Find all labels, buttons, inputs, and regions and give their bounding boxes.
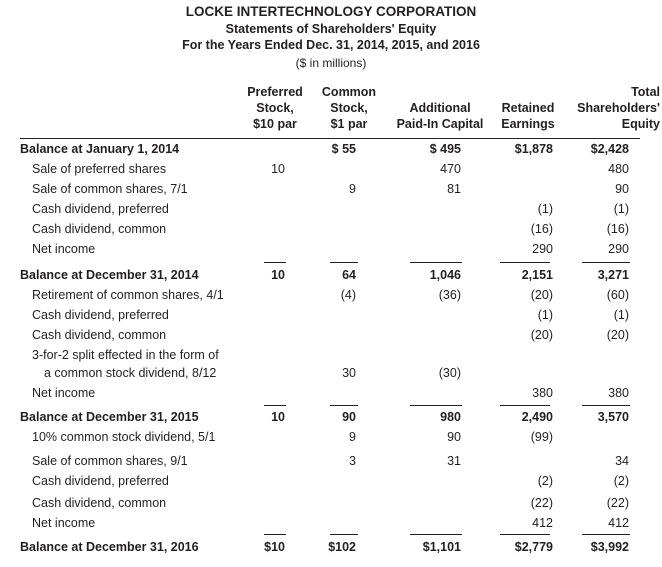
subtotal-underline <box>410 534 462 535</box>
cell-tot: (16) <box>606 222 629 236</box>
cell-apic: 90 <box>447 430 461 444</box>
subtotal-underline <box>264 405 286 406</box>
row-label: Cash dividend, preferred <box>32 308 169 322</box>
cell-pref: $10 <box>264 540 285 554</box>
cell-tot: 380 <box>608 386 629 400</box>
cell-com: 90 <box>342 410 356 424</box>
table-row <box>0 454 662 474</box>
cell-apic: (30) <box>438 366 461 380</box>
subtotal-underline <box>500 262 550 263</box>
row-label: Net income <box>32 242 96 256</box>
col-header-preferred-stock: Preferred Stock, $10 par <box>247 85 303 131</box>
table-row <box>0 202 662 222</box>
cell-tot: 480 <box>608 162 629 176</box>
subtotal-underline <box>330 534 358 535</box>
col-header-additional-paid-in-capital: Additional Paid-In Capital <box>396 101 484 131</box>
table-row <box>0 430 662 450</box>
cell-apic: 1,046 <box>429 268 461 282</box>
cell-tot: (60) <box>606 288 629 302</box>
table-row <box>0 162 662 182</box>
statement-period: For the Years Ended Dec. 31, 2014, 2015, and 2016 <box>182 38 480 52</box>
table-row <box>0 386 662 406</box>
cell-tot: $2,428 <box>590 142 629 156</box>
row-label: Cash dividend, common <box>32 496 167 510</box>
col-header-total-shareholders-equity: Total Shareholders' Equity <box>577 85 660 131</box>
table-row <box>0 366 662 386</box>
cell-re: (1) <box>537 202 553 216</box>
statement-units: ($ in millions) <box>295 56 367 70</box>
row-label: Cash dividend, preferred <box>32 202 169 216</box>
cell-tot: 3,570 <box>597 410 629 424</box>
cell-re: (1) <box>537 308 553 322</box>
table-row <box>0 182 662 202</box>
row-label: 3-for-2 split effected in the form of <box>32 348 219 362</box>
cell-com: 9 <box>349 182 356 196</box>
balance-row <box>0 268 662 288</box>
row-label: Net income <box>32 516 96 530</box>
row-label: Sale of common shares, 7/1 <box>32 182 188 196</box>
cell-tot: 290 <box>608 242 629 256</box>
cell-re: (20) <box>530 288 553 302</box>
cell-re: 380 <box>532 386 553 400</box>
balance-row <box>0 142 662 162</box>
cell-apic: $1,101 <box>422 540 461 554</box>
cell-tot: $3,992 <box>590 540 629 554</box>
table-row <box>0 516 662 536</box>
row-label: Sale of common shares, 9/1 <box>32 454 188 468</box>
subtotal-underline <box>410 262 462 263</box>
subtotal-underline <box>264 534 286 535</box>
cell-re: 290 <box>532 242 553 256</box>
cell-pref: 10 <box>271 410 285 424</box>
subtotal-underline <box>500 405 550 406</box>
row-label: Cash dividend, preferred <box>32 474 169 488</box>
cell-com: 30 <box>342 366 356 380</box>
table-row <box>0 288 662 308</box>
cell-re: $2,779 <box>514 540 553 554</box>
row-label: Balance at December 31, 2016 <box>20 540 199 554</box>
cell-tot: (22) <box>606 496 629 510</box>
cell-tot: 34 <box>615 454 629 468</box>
subtotal-underline <box>582 262 630 263</box>
cell-apic: 31 <box>447 454 461 468</box>
cell-re: (99) <box>530 430 553 444</box>
subtotal-underline <box>410 405 462 406</box>
cell-re: (20) <box>530 328 553 342</box>
row-label: Net income <box>32 386 96 400</box>
table-row <box>0 328 662 348</box>
cell-re: 2,151 <box>521 268 553 282</box>
balance-row <box>0 410 662 430</box>
cell-com: $ 55 <box>331 142 356 156</box>
row-label: Balance at January 1, 2014 <box>20 142 180 156</box>
table-row <box>0 348 662 368</box>
col-header-retained-earnings: Retained Earnings <box>501 101 555 131</box>
cell-pref: 10 <box>271 162 285 176</box>
table-row <box>0 474 662 494</box>
table-row <box>0 222 662 242</box>
cell-re: (2) <box>537 474 553 488</box>
row-label: 10% common stock dividend, 5/1 <box>32 430 216 444</box>
cell-apic: (36) <box>438 288 461 302</box>
row-label: Balance at December 31, 2014 <box>20 268 199 282</box>
subtotal-underline <box>330 262 358 263</box>
col-header-common-stock: Common Stock, $1 par <box>321 85 377 131</box>
subtotal-underline <box>500 534 550 535</box>
cell-tot: 412 <box>608 516 629 530</box>
cell-tot: (1) <box>613 308 629 322</box>
table-row <box>0 308 662 328</box>
cell-re: 2,490 <box>521 410 553 424</box>
cell-re: (22) <box>530 496 553 510</box>
cell-apic: 470 <box>440 162 461 176</box>
row-label: Balance at December 31, 2015 <box>20 410 199 424</box>
subtotal-underline <box>582 405 630 406</box>
cell-apic: $ 495 <box>429 142 461 156</box>
cell-re: (16) <box>530 222 553 236</box>
cell-re: $1,878 <box>514 142 553 156</box>
cell-com: 9 <box>349 430 356 444</box>
row-label: Retirement of common shares, 4/1 <box>32 288 224 302</box>
row-label: a common stock dividend, 8/12 <box>44 366 217 380</box>
row-label: Sale of preferred shares <box>32 162 167 176</box>
table-row <box>0 496 662 516</box>
cell-com: 64 <box>342 268 356 282</box>
header-divider <box>20 138 640 139</box>
cell-tot: (20) <box>606 328 629 342</box>
cell-com: 3 <box>349 454 356 468</box>
cell-tot: (2) <box>613 474 629 488</box>
cell-apic: 81 <box>447 182 461 196</box>
company-name: LOCKE INTERTECHNOLOGY CORPORATION <box>185 4 477 19</box>
cell-apic: 980 <box>440 410 461 424</box>
cell-com: (4) <box>340 288 356 302</box>
cell-tot: 3,271 <box>597 268 629 282</box>
subtotal-underline <box>582 534 630 535</box>
cell-com: $102 <box>328 540 356 554</box>
row-label: Cash dividend, common <box>32 328 167 342</box>
subtotal-underline <box>264 262 286 263</box>
table-row <box>0 242 662 262</box>
cell-pref: 10 <box>271 268 285 282</box>
cell-tot: 90 <box>615 182 629 196</box>
balance-row <box>0 540 662 560</box>
statement-title: Statements of Shareholders' Equity <box>225 22 437 36</box>
subtotal-underline <box>330 405 358 406</box>
cell-tot: (1) <box>613 202 629 216</box>
row-label: Cash dividend, common <box>32 222 167 236</box>
cell-re: 412 <box>532 516 553 530</box>
